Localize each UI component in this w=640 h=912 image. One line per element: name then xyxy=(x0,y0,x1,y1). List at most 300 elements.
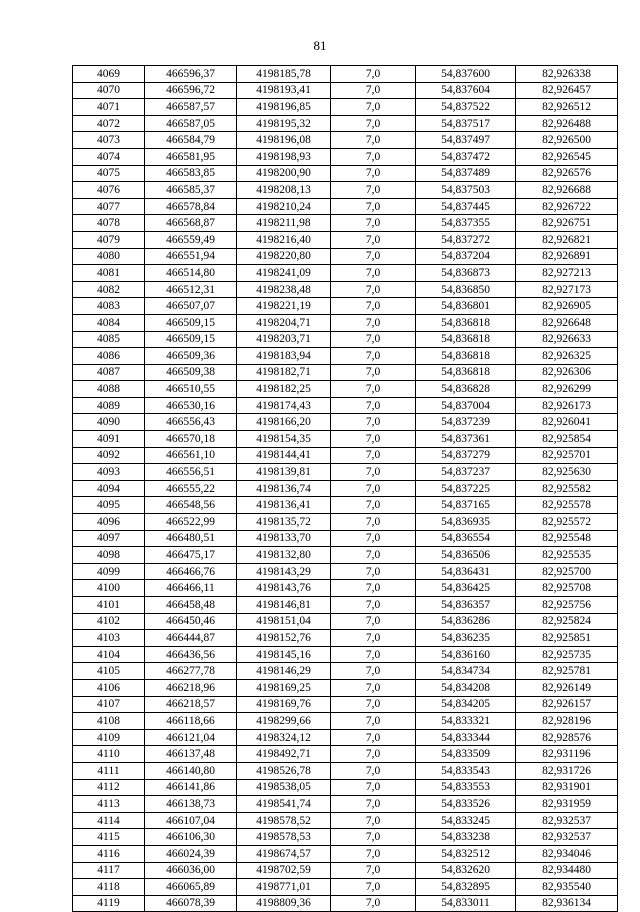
longitude-cell: 82,925535 xyxy=(516,547,618,564)
point-number-cell: 4115 xyxy=(73,829,145,846)
y-coordinate-cell: 4198211,98 xyxy=(237,215,331,232)
latitude-cell: 54,832620 xyxy=(416,862,516,879)
x-coordinate-cell: 466512,31 xyxy=(145,281,237,298)
y-coordinate-cell: 4198143,29 xyxy=(237,563,331,580)
longitude-cell: 82,925781 xyxy=(516,663,618,680)
y-coordinate-cell: 4198299,66 xyxy=(237,713,331,730)
table-row xyxy=(73,580,618,597)
point-number-cell: 4094 xyxy=(73,480,145,497)
y-coordinate-cell: 4198144,41 xyxy=(237,447,331,464)
longitude-cell: 82,931196 xyxy=(516,746,618,763)
table-row xyxy=(73,414,618,431)
latitude-cell: 54,837239 xyxy=(416,414,516,431)
value-cell: 7,0 xyxy=(331,480,416,497)
latitude-cell: 54,837445 xyxy=(416,198,516,215)
table-row xyxy=(73,597,618,614)
x-coordinate-cell: 466570,18 xyxy=(145,431,237,448)
longitude-cell: 82,925756 xyxy=(516,597,618,614)
x-coordinate-cell: 466024,39 xyxy=(145,845,237,862)
longitude-cell: 82,926633 xyxy=(516,331,618,348)
longitude-cell: 82,926041 xyxy=(516,414,618,431)
value-cell: 7,0 xyxy=(331,613,416,630)
y-coordinate-cell: 4198541,74 xyxy=(237,796,331,813)
x-coordinate-cell: 466078,39 xyxy=(145,895,237,912)
y-coordinate-cell: 4198169,76 xyxy=(237,696,331,713)
latitude-cell: 54,837497 xyxy=(416,132,516,149)
latitude-cell: 54,837503 xyxy=(416,182,516,199)
value-cell: 7,0 xyxy=(331,115,416,132)
value-cell: 7,0 xyxy=(331,812,416,829)
point-number-cell: 4098 xyxy=(73,547,145,564)
table-row xyxy=(73,265,618,282)
x-coordinate-cell: 466107,04 xyxy=(145,812,237,829)
latitude-cell: 54,837237 xyxy=(416,464,516,481)
point-number-cell: 4117 xyxy=(73,862,145,879)
x-coordinate-cell: 466509,36 xyxy=(145,348,237,365)
table-row xyxy=(73,729,618,746)
point-number-cell: 4089 xyxy=(73,397,145,414)
value-cell: 7,0 xyxy=(331,779,416,796)
latitude-cell: 54,834734 xyxy=(416,663,516,680)
longitude-cell: 82,935540 xyxy=(516,879,618,896)
longitude-cell: 82,927213 xyxy=(516,265,618,282)
point-number-cell: 4109 xyxy=(73,729,145,746)
latitude-cell: 54,837165 xyxy=(416,497,516,514)
x-coordinate-cell: 466141,86 xyxy=(145,779,237,796)
point-number-cell: 4080 xyxy=(73,248,145,265)
table-row xyxy=(73,779,618,796)
longitude-cell: 82,926338 xyxy=(516,66,618,83)
longitude-cell: 82,925700 xyxy=(516,563,618,580)
point-number-cell: 4083 xyxy=(73,298,145,315)
latitude-cell: 54,837355 xyxy=(416,215,516,232)
x-coordinate-cell: 466551,94 xyxy=(145,248,237,265)
latitude-cell: 54,833321 xyxy=(416,713,516,730)
value-cell: 7,0 xyxy=(331,713,416,730)
longitude-cell: 82,925824 xyxy=(516,613,618,630)
table-row xyxy=(73,879,618,896)
longitude-cell: 82,934046 xyxy=(516,845,618,862)
table-row xyxy=(73,66,618,83)
point-number-cell: 4076 xyxy=(73,182,145,199)
x-coordinate-cell: 466509,15 xyxy=(145,314,237,331)
x-coordinate-cell: 466559,49 xyxy=(145,231,237,248)
latitude-cell: 54,837279 xyxy=(416,447,516,464)
point-number-cell: 4085 xyxy=(73,331,145,348)
table-row xyxy=(73,547,618,564)
y-coordinate-cell: 4198210,24 xyxy=(237,198,331,215)
longitude-cell: 82,926457 xyxy=(516,82,618,99)
value-cell: 7,0 xyxy=(331,331,416,348)
x-coordinate-cell: 466556,43 xyxy=(145,414,237,431)
x-coordinate-cell: 466581,95 xyxy=(145,148,237,165)
x-coordinate-cell: 466466,76 xyxy=(145,563,237,580)
page-number: 81 xyxy=(313,38,327,53)
latitude-cell: 54,837361 xyxy=(416,431,516,448)
value-cell: 7,0 xyxy=(331,829,416,846)
latitude-cell: 54,832512 xyxy=(416,845,516,862)
y-coordinate-cell: 4198216,40 xyxy=(237,231,331,248)
x-coordinate-cell: 466583,85 xyxy=(145,165,237,182)
table-row xyxy=(73,663,618,680)
x-coordinate-cell: 466556,51 xyxy=(145,464,237,481)
longitude-cell: 82,931959 xyxy=(516,796,618,813)
longitude-cell: 82,926149 xyxy=(516,679,618,696)
point-number-cell: 4099 xyxy=(73,563,145,580)
longitude-cell: 82,925735 xyxy=(516,646,618,663)
point-number-cell: 4105 xyxy=(73,663,145,680)
latitude-cell: 54,833245 xyxy=(416,812,516,829)
table-row xyxy=(73,646,618,663)
point-number-cell: 4074 xyxy=(73,148,145,165)
table-row xyxy=(73,530,618,547)
latitude-cell: 54,836873 xyxy=(416,265,516,282)
point-number-cell: 4100 xyxy=(73,580,145,597)
latitude-cell: 54,833553 xyxy=(416,779,516,796)
y-coordinate-cell: 4198578,52 xyxy=(237,812,331,829)
longitude-cell: 82,931726 xyxy=(516,762,618,779)
table-row xyxy=(73,314,618,331)
point-number-cell: 4103 xyxy=(73,630,145,647)
point-number-cell: 4097 xyxy=(73,530,145,547)
value-cell: 7,0 xyxy=(331,630,416,647)
latitude-cell: 54,837225 xyxy=(416,480,516,497)
point-number-cell: 4108 xyxy=(73,713,145,730)
point-number-cell: 4081 xyxy=(73,265,145,282)
point-number-cell: 4093 xyxy=(73,464,145,481)
value-cell: 7,0 xyxy=(331,563,416,580)
y-coordinate-cell: 4198143,76 xyxy=(237,580,331,597)
table-row xyxy=(73,381,618,398)
y-coordinate-cell: 4198195,32 xyxy=(237,115,331,132)
x-coordinate-cell: 466585,37 xyxy=(145,182,237,199)
x-coordinate-cell: 466548,56 xyxy=(145,497,237,514)
value-cell: 7,0 xyxy=(331,845,416,862)
latitude-cell: 54,837604 xyxy=(416,82,516,99)
longitude-cell: 82,926500 xyxy=(516,132,618,149)
latitude-cell: 54,837004 xyxy=(416,397,516,414)
latitude-cell: 54,834208 xyxy=(416,679,516,696)
latitude-cell: 54,837272 xyxy=(416,231,516,248)
value-cell: 7,0 xyxy=(331,762,416,779)
y-coordinate-cell: 4198324,12 xyxy=(237,729,331,746)
table-row xyxy=(73,298,618,315)
coordinates-table xyxy=(72,65,618,912)
table-row xyxy=(73,845,618,862)
longitude-cell: 82,926905 xyxy=(516,298,618,315)
x-coordinate-cell: 466475,17 xyxy=(145,547,237,564)
table-row xyxy=(73,796,618,813)
table-row xyxy=(73,364,618,381)
latitude-cell: 54,837522 xyxy=(416,99,516,116)
point-number-cell: 4071 xyxy=(73,99,145,116)
y-coordinate-cell: 4198193,41 xyxy=(237,82,331,99)
x-coordinate-cell: 466509,38 xyxy=(145,364,237,381)
latitude-cell: 54,836850 xyxy=(416,281,516,298)
latitude-cell: 54,836818 xyxy=(416,348,516,365)
y-coordinate-cell: 4198220,80 xyxy=(237,248,331,265)
table-row xyxy=(73,99,618,116)
point-number-cell: 4112 xyxy=(73,779,145,796)
y-coordinate-cell: 4198200,90 xyxy=(237,165,331,182)
x-coordinate-cell: 466584,79 xyxy=(145,132,237,149)
y-coordinate-cell: 4198133,70 xyxy=(237,530,331,547)
point-number-cell: 4116 xyxy=(73,845,145,862)
table-row xyxy=(73,215,618,232)
value-cell: 7,0 xyxy=(331,547,416,564)
value-cell: 7,0 xyxy=(331,497,416,514)
y-coordinate-cell: 4198185,78 xyxy=(237,66,331,83)
longitude-cell: 82,925548 xyxy=(516,530,618,547)
latitude-cell: 54,836160 xyxy=(416,646,516,663)
point-number-cell: 4084 xyxy=(73,314,145,331)
point-number-cell: 4088 xyxy=(73,381,145,398)
latitude-cell: 54,837472 xyxy=(416,148,516,165)
y-coordinate-cell: 4198208,13 xyxy=(237,182,331,199)
x-coordinate-cell: 466568,87 xyxy=(145,215,237,232)
table-row xyxy=(73,132,618,149)
longitude-cell: 82,926722 xyxy=(516,198,618,215)
latitude-cell: 54,832895 xyxy=(416,879,516,896)
x-coordinate-cell: 466514,80 xyxy=(145,265,237,282)
x-coordinate-cell: 466509,15 xyxy=(145,331,237,348)
point-number-cell: 4104 xyxy=(73,646,145,663)
point-number-cell: 4113 xyxy=(73,796,145,813)
y-coordinate-cell: 4198152,76 xyxy=(237,630,331,647)
y-coordinate-cell: 4198702,59 xyxy=(237,862,331,879)
value-cell: 7,0 xyxy=(331,879,416,896)
x-coordinate-cell: 466466,11 xyxy=(145,580,237,597)
coordinates-table-body xyxy=(73,66,618,912)
longitude-cell: 82,928196 xyxy=(516,713,618,730)
value-cell: 7,0 xyxy=(331,99,416,116)
latitude-cell: 54,836235 xyxy=(416,630,516,647)
latitude-cell: 54,836828 xyxy=(416,381,516,398)
longitude-cell: 82,925582 xyxy=(516,480,618,497)
x-coordinate-cell: 466596,72 xyxy=(145,82,237,99)
longitude-cell: 82,926306 xyxy=(516,364,618,381)
value-cell: 7,0 xyxy=(331,862,416,879)
value-cell: 7,0 xyxy=(331,796,416,813)
longitude-cell: 82,926891 xyxy=(516,248,618,265)
latitude-cell: 54,836357 xyxy=(416,597,516,614)
latitude-cell: 54,833543 xyxy=(416,762,516,779)
x-coordinate-cell: 466555,22 xyxy=(145,480,237,497)
value-cell: 7,0 xyxy=(331,696,416,713)
longitude-cell: 82,926488 xyxy=(516,115,618,132)
longitude-cell: 82,925708 xyxy=(516,580,618,597)
y-coordinate-cell: 4198146,29 xyxy=(237,663,331,680)
point-number-cell: 4086 xyxy=(73,348,145,365)
latitude-cell: 54,836506 xyxy=(416,547,516,564)
table-row xyxy=(73,182,618,199)
y-coordinate-cell: 4198169,25 xyxy=(237,679,331,696)
value-cell: 7,0 xyxy=(331,165,416,182)
value-cell: 7,0 xyxy=(331,729,416,746)
longitude-cell: 82,928576 xyxy=(516,729,618,746)
value-cell: 7,0 xyxy=(331,530,416,547)
x-coordinate-cell: 466578,84 xyxy=(145,198,237,215)
longitude-cell: 82,931901 xyxy=(516,779,618,796)
value-cell: 7,0 xyxy=(331,198,416,215)
point-number-cell: 4118 xyxy=(73,879,145,896)
y-coordinate-cell: 4198578,53 xyxy=(237,829,331,846)
x-coordinate-cell: 466510,55 xyxy=(145,381,237,398)
value-cell: 7,0 xyxy=(331,414,416,431)
table-row xyxy=(73,348,618,365)
longitude-cell: 82,925578 xyxy=(516,497,618,514)
y-coordinate-cell: 4198166,20 xyxy=(237,414,331,431)
longitude-cell: 82,926299 xyxy=(516,381,618,398)
y-coordinate-cell: 4198154,35 xyxy=(237,431,331,448)
table-row xyxy=(73,248,618,265)
x-coordinate-cell: 466587,57 xyxy=(145,99,237,116)
x-coordinate-cell: 466444,87 xyxy=(145,630,237,647)
table-row xyxy=(73,679,618,696)
y-coordinate-cell: 4198136,74 xyxy=(237,480,331,497)
table-row xyxy=(73,762,618,779)
point-number-cell: 4101 xyxy=(73,597,145,614)
table-row xyxy=(73,497,618,514)
table-row xyxy=(73,514,618,531)
longitude-cell: 82,932537 xyxy=(516,829,618,846)
table-row xyxy=(73,231,618,248)
point-number-cell: 4079 xyxy=(73,231,145,248)
table-row xyxy=(73,281,618,298)
value-cell: 7,0 xyxy=(331,679,416,696)
x-coordinate-cell: 466036,00 xyxy=(145,862,237,879)
point-number-cell: 4090 xyxy=(73,414,145,431)
longitude-cell: 82,926512 xyxy=(516,99,618,116)
longitude-cell: 82,926325 xyxy=(516,348,618,365)
y-coordinate-cell: 4198198,93 xyxy=(237,148,331,165)
point-number-cell: 4096 xyxy=(73,514,145,531)
latitude-cell: 54,837489 xyxy=(416,165,516,182)
longitude-cell: 82,926545 xyxy=(516,148,618,165)
longitude-cell: 82,926576 xyxy=(516,165,618,182)
y-coordinate-cell: 4198526,78 xyxy=(237,762,331,779)
table-row xyxy=(73,464,618,481)
x-coordinate-cell: 466458,48 xyxy=(145,597,237,614)
x-coordinate-cell: 466480,51 xyxy=(145,530,237,547)
y-coordinate-cell: 4198135,72 xyxy=(237,514,331,531)
value-cell: 7,0 xyxy=(331,447,416,464)
x-coordinate-cell: 466065,89 xyxy=(145,879,237,896)
value-cell: 7,0 xyxy=(331,82,416,99)
x-coordinate-cell: 466596,37 xyxy=(145,66,237,83)
x-coordinate-cell: 466587,05 xyxy=(145,115,237,132)
y-coordinate-cell: 4198174,43 xyxy=(237,397,331,414)
longitude-cell: 82,925851 xyxy=(516,630,618,647)
x-coordinate-cell: 466106,30 xyxy=(145,829,237,846)
longitude-cell: 82,925572 xyxy=(516,514,618,531)
latitude-cell: 54,836818 xyxy=(416,314,516,331)
y-coordinate-cell: 4198221,19 xyxy=(237,298,331,315)
y-coordinate-cell: 4198492,71 xyxy=(237,746,331,763)
y-coordinate-cell: 4198182,25 xyxy=(237,381,331,398)
value-cell: 7,0 xyxy=(331,215,416,232)
point-number-cell: 4111 xyxy=(73,762,145,779)
point-number-cell: 4069 xyxy=(73,66,145,83)
table-row xyxy=(73,746,618,763)
table-row xyxy=(73,630,618,647)
x-coordinate-cell: 466277,78 xyxy=(145,663,237,680)
value-cell: 7,0 xyxy=(331,381,416,398)
table-row xyxy=(73,198,618,215)
y-coordinate-cell: 4198771,01 xyxy=(237,879,331,896)
latitude-cell: 54,833344 xyxy=(416,729,516,746)
y-coordinate-cell: 4198139,81 xyxy=(237,464,331,481)
y-coordinate-cell: 4198136,41 xyxy=(237,497,331,514)
value-cell: 7,0 xyxy=(331,248,416,265)
point-number-cell: 4119 xyxy=(73,895,145,912)
point-number-cell: 4106 xyxy=(73,679,145,696)
value-cell: 7,0 xyxy=(331,746,416,763)
x-coordinate-cell: 466522,99 xyxy=(145,514,237,531)
table-row xyxy=(73,115,618,132)
y-coordinate-cell: 4198203,71 xyxy=(237,331,331,348)
value-cell: 7,0 xyxy=(331,298,416,315)
latitude-cell: 54,837517 xyxy=(416,115,516,132)
table-row xyxy=(73,613,618,630)
value-cell: 7,0 xyxy=(331,281,416,298)
latitude-cell: 54,836554 xyxy=(416,530,516,547)
value-cell: 7,0 xyxy=(331,663,416,680)
x-coordinate-cell: 466121,04 xyxy=(145,729,237,746)
latitude-cell: 54,837600 xyxy=(416,66,516,83)
latitude-cell: 54,836818 xyxy=(416,331,516,348)
value-cell: 7,0 xyxy=(331,646,416,663)
y-coordinate-cell: 4198146,81 xyxy=(237,597,331,614)
x-coordinate-cell: 466140,80 xyxy=(145,762,237,779)
value-cell: 7,0 xyxy=(331,231,416,248)
x-coordinate-cell: 466218,57 xyxy=(145,696,237,713)
y-coordinate-cell: 4198809,36 xyxy=(237,895,331,912)
x-coordinate-cell: 466218,96 xyxy=(145,679,237,696)
table-row xyxy=(73,895,618,912)
y-coordinate-cell: 4198145,16 xyxy=(237,646,331,663)
latitude-cell: 54,833526 xyxy=(416,796,516,813)
y-coordinate-cell: 4198674,57 xyxy=(237,845,331,862)
latitude-cell: 54,836425 xyxy=(416,580,516,597)
table-row xyxy=(73,812,618,829)
point-number-cell: 4092 xyxy=(73,447,145,464)
value-cell: 7,0 xyxy=(331,314,416,331)
point-number-cell: 4102 xyxy=(73,613,145,630)
y-coordinate-cell: 4198241,09 xyxy=(237,265,331,282)
longitude-cell: 82,926688 xyxy=(516,182,618,199)
latitude-cell: 54,836286 xyxy=(416,613,516,630)
y-coordinate-cell: 4198182,71 xyxy=(237,364,331,381)
value-cell: 7,0 xyxy=(331,464,416,481)
point-number-cell: 4107 xyxy=(73,696,145,713)
table-row xyxy=(73,165,618,182)
latitude-cell: 54,836431 xyxy=(416,563,516,580)
point-number-cell: 4077 xyxy=(73,198,145,215)
table-row xyxy=(73,148,618,165)
longitude-cell: 82,926821 xyxy=(516,231,618,248)
y-coordinate-cell: 4198196,08 xyxy=(237,132,331,149)
latitude-cell: 54,834205 xyxy=(416,696,516,713)
value-cell: 7,0 xyxy=(331,514,416,531)
value-cell: 7,0 xyxy=(331,397,416,414)
point-number-cell: 4072 xyxy=(73,115,145,132)
x-coordinate-cell: 466137,48 xyxy=(145,746,237,763)
table-row xyxy=(73,563,618,580)
table-row xyxy=(73,862,618,879)
x-coordinate-cell: 466138,73 xyxy=(145,796,237,813)
longitude-cell: 82,927173 xyxy=(516,281,618,298)
